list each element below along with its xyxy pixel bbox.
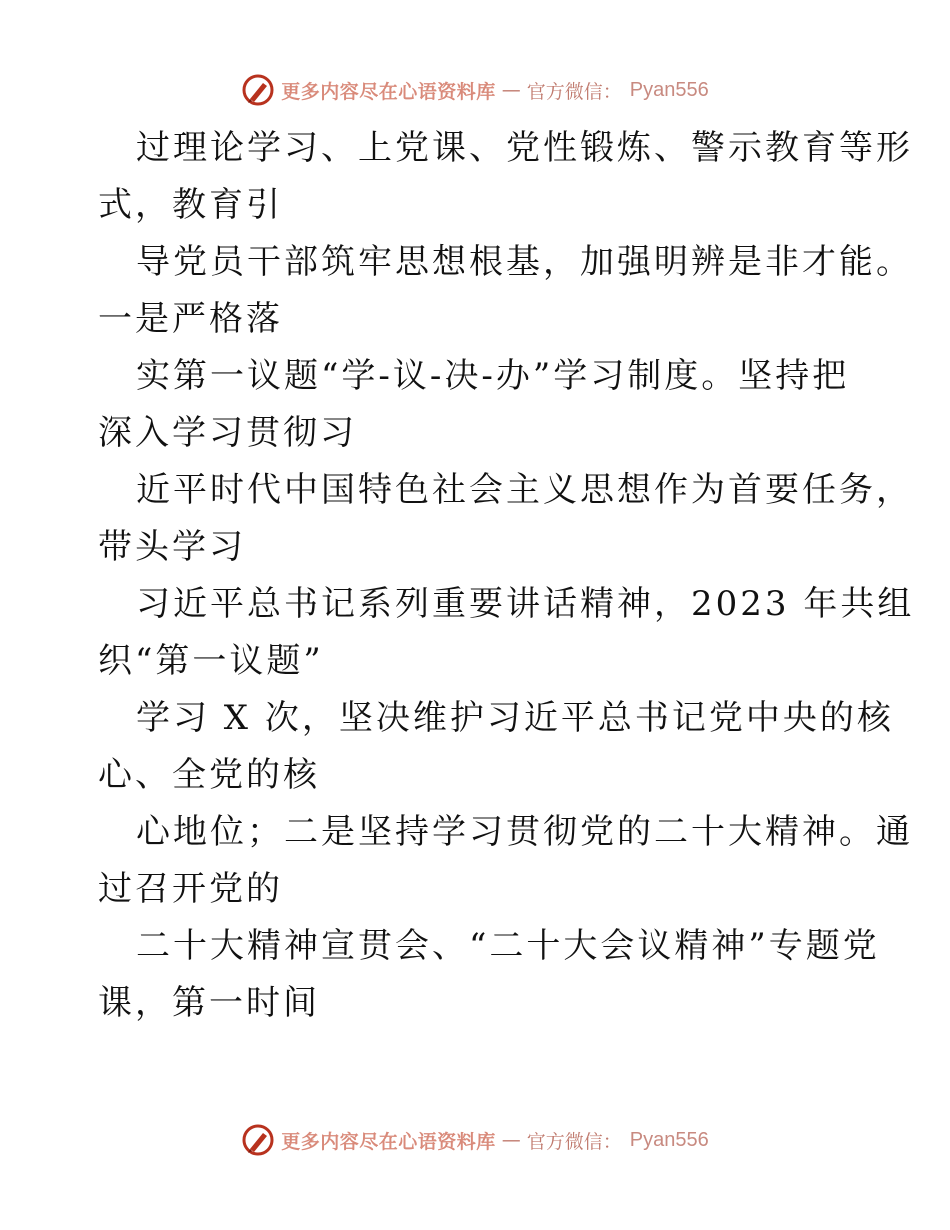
watermark-wechat-id: Pyan556 — [629, 78, 709, 101]
body-line: 二十大精神宣贯会、“二十大会议精神”专题党 — [136, 926, 880, 966]
watermark-separator: — — [501, 79, 521, 101]
body-line: 深入学习贯彻习 — [98, 413, 357, 453]
body-line: 课，第一时间 — [98, 983, 320, 1023]
body-line: 式，教育引 — [98, 185, 283, 225]
header-watermark — [0, 72, 950, 108]
body-line: 心地位；二是坚持学习贯彻党的二十大精神。通 — [136, 812, 913, 852]
body-line: 近平时代中国特色社会主义思想作为首要任务， — [136, 470, 913, 510]
body-line: 习近平总书记系列重要讲话精神，2023 年共组 — [136, 584, 915, 624]
body-line: 一是严格落 — [98, 299, 283, 339]
body-line: 过理论学习、上党课、党性锻炼、警示教育等形 — [136, 128, 913, 168]
body-line: 带头学习 — [98, 527, 246, 567]
watermark-text: 更多内容尽在心语资料库 — [281, 1130, 496, 1153]
body-line: 过召开党的 — [98, 869, 283, 909]
pen-logo-icon — [241, 73, 275, 107]
body-line: 导党员干部筑牢思想根基，加强明辨是非才能。 — [136, 242, 913, 282]
body-line: 心、全党的核 — [98, 755, 320, 795]
footer-watermark — [0, 1122, 950, 1158]
body-line: 织“第一议题” — [98, 641, 324, 681]
watermark-official-label: 官方微信： — [526, 1130, 622, 1153]
pen-logo-icon — [241, 1123, 275, 1157]
body-line: 学习 X 次，坚决维护习近平总书记党中央的核 — [136, 698, 894, 738]
watermark-separator: — — [501, 1129, 521, 1151]
watermark-official-label: 官方微信： — [526, 80, 622, 103]
body-line: 实第一议题“学-议-决-办”学习制度。坚持把 — [136, 356, 850, 396]
watermark-wechat-id: Pyan556 — [629, 1128, 709, 1151]
watermark-text: 更多内容尽在心语资料库 — [281, 80, 496, 103]
document-body — [98, 120, 915, 1032]
